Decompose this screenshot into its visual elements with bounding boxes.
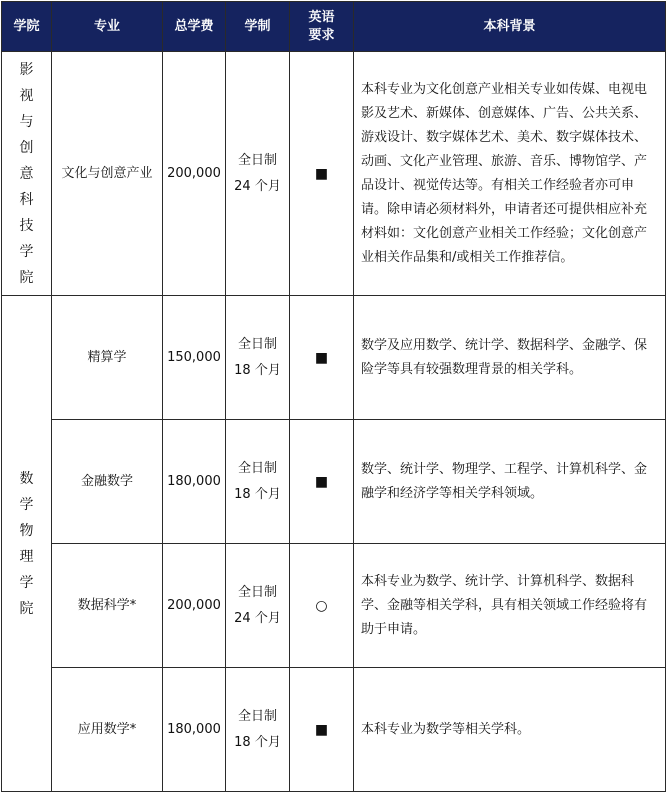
background-cell: 本科专业为文化创意产业相关专业如传媒、电视电影及艺术、新媒体、创意媒体、广告、公共关系、游戏设计、数字媒体艺术、美术、数字媒体技术、动画、文化产业管理、旅游、音乐、博物馆学、产品设计、视觉传达等。有相关工作经验者亦可申请。除申请必须材料外，申请者还可提供相应补充材料如：文化创意产业相关工作经验；文化创意产业相关作品集和/或相关工作推荐信。 — [354, 52, 666, 296]
duration-cell — [226, 52, 290, 296]
duration-length: 18 个月 — [234, 486, 281, 502]
major-cell: 金融数学 — [52, 420, 163, 544]
table-row — [2, 296, 666, 420]
header-english-label: 英语要求 — [308, 9, 335, 43]
tuition-cell: 180,000 — [163, 420, 226, 544]
header-background: 本科背景 — [354, 2, 666, 52]
tuition-cell: 180,000 — [163, 668, 226, 792]
header-english — [290, 2, 354, 52]
duration-mode: 全日制 — [237, 460, 277, 476]
major-cell: 精算学 — [52, 296, 163, 420]
duration-mode: 全日制 — [237, 152, 277, 168]
english-requirement: ■ — [290, 420, 354, 544]
header-school: 学院 — [2, 2, 52, 52]
header-tuition: 总学费 — [163, 2, 226, 52]
background-cell: 数学及应用数学、统计学、数据科学、金融学、保险学等具有较强数理背景的相关学科。 — [354, 296, 666, 420]
background-cell: 本科专业为数学等相关学科。 — [354, 668, 666, 792]
major-cell: 应用数学* — [52, 668, 163, 792]
duration-cell — [226, 544, 290, 668]
header-duration: 学制 — [226, 2, 290, 52]
duration-mode: 全日制 — [237, 708, 277, 724]
header-major: 专业 — [52, 2, 163, 52]
duration-length: 18 个月 — [234, 734, 281, 750]
english-requirement: ■ — [290, 52, 354, 296]
tuition-cell: 150,000 — [163, 296, 226, 420]
duration-length: 24 个月 — [234, 178, 281, 194]
major-cell: 文化与创意产业 — [52, 52, 163, 296]
school-cell — [2, 296, 52, 792]
duration-cell — [226, 668, 290, 792]
table-row — [2, 52, 666, 296]
table-row — [2, 544, 666, 668]
duration-mode: 全日制 — [237, 336, 277, 352]
tuition-cell: 200,000 — [163, 544, 226, 668]
duration-mode: 全日制 — [237, 584, 277, 600]
english-requirement: ■ — [290, 668, 354, 792]
table-row — [2, 420, 666, 544]
duration-cell — [226, 420, 290, 544]
duration-length: 24 个月 — [234, 610, 281, 626]
major-cell: 数据科学* — [52, 544, 163, 668]
english-requirement: ○ — [290, 544, 354, 668]
school-name: 数学物理学院 — [19, 470, 34, 617]
table-row — [2, 668, 666, 792]
background-cell: 数学、统计学、物理学、工程学、计算机科学、金融学和经济学等相关学科领域。 — [354, 420, 666, 544]
duration-length: 18 个月 — [234, 362, 281, 378]
admissions-table — [1, 1, 666, 792]
background-cell: 本科专业为数学、统计学、计算机科学、数据科学、金融等相关学科，具有相关领域工作经验将有助于申请。 — [354, 544, 666, 668]
english-requirement: ■ — [290, 296, 354, 420]
duration-cell — [226, 296, 290, 420]
tuition-cell: 200,000 — [163, 52, 226, 296]
table-header-row — [2, 2, 666, 52]
school-name: 影视与创意科技学院 — [19, 61, 34, 286]
school-cell — [2, 52, 52, 296]
